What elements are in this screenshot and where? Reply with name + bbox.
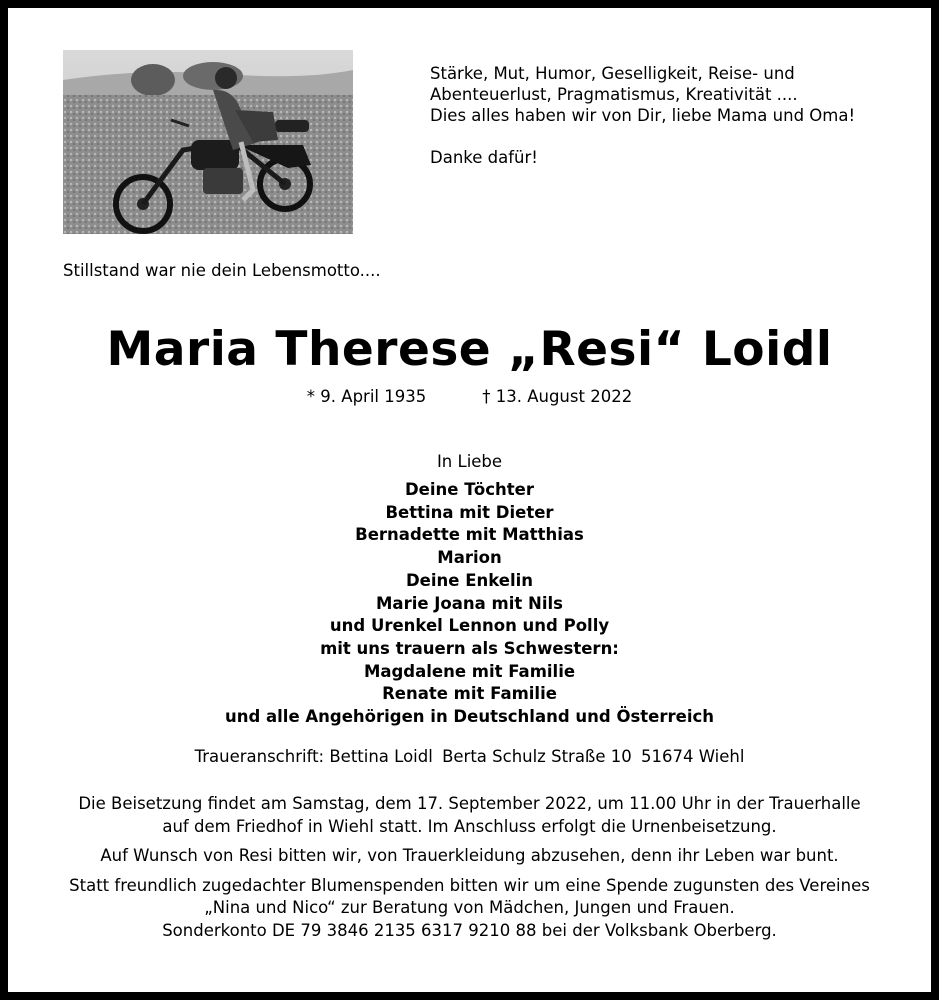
photo-woman-on-motorcycle-icon: [63, 50, 353, 234]
obituary-card: [8, 8, 931, 992]
mourner-line: Bettina mit Dieter: [385, 502, 554, 522]
deceased-name: Maria Therese „Resi“ Loidl: [106, 322, 833, 377]
life-dates: [8, 386, 931, 408]
thanks-line: Danke dafür!: [430, 148, 538, 167]
mourner-line: Marion: [437, 548, 502, 568]
birth-date: * 9. April 1935: [306, 387, 427, 406]
mourner-line: Renate mit Familie: [382, 684, 557, 704]
address-street: Berta Schulz Straße 10: [442, 747, 632, 766]
wish-paragraph: Auf Wunsch von Resi bitten wir, von Trauerkleidung abzusehen, denn ihr Leben war bunt.: [100, 846, 839, 865]
donation-line: „Nina und Nico“ zur Beratung von Mädchen, Jungen und Frauen.: [204, 898, 735, 917]
mourning-address: [8, 746, 931, 768]
address-label: Traueranschrift: Bettina Loidl: [194, 747, 433, 766]
mourner-line: Magdalene mit Familie: [363, 661, 576, 681]
quote-line: Abenteuerlust, Pragmatismus, Kreativität ....: [430, 85, 798, 104]
portrait-photo: [63, 50, 353, 234]
in-love-text: In Liebe: [436, 452, 503, 471]
quote-block: [430, 63, 870, 168]
funeral-info: [8, 793, 931, 949]
mourners-list: [8, 479, 931, 729]
donation-line: Sonderkonto DE 79 3846 2135 6317 9210 88 bei der Volksbank Oberberg.: [162, 920, 777, 940]
death-date: † 13. August 2022: [482, 387, 633, 406]
funeral-paragraph: [8, 793, 931, 838]
quote-line: Dies alles haben wir von Dir, liebe Mama und Oma!: [430, 106, 856, 125]
address-city: 51674 Wiehl: [640, 747, 745, 766]
funeral-line: Die Beisetzung findet am Samstag, dem 17. September 2022, um 11.00 Uhr in der Trauerhalle: [78, 794, 861, 813]
mourner-line: und alle Angehörigen in Deutschland und Österreich: [224, 707, 715, 727]
donation-paragraph: [8, 875, 931, 943]
mourner-line: mit uns trauern als Schwestern:: [320, 638, 619, 658]
quote-line: Stärke, Mut, Humor, Geselligkeit, Reise- und: [430, 64, 795, 83]
mourner-line: Marie Joana mit Nils: [376, 593, 563, 613]
funeral-line: auf dem Friedhof in Wiehl statt. Im Anschluss erfolgt die Urnenbeisetzung.: [162, 816, 777, 836]
mourner-line: Deine Töchter: [404, 480, 534, 499]
mourner-line: und Urenkel Lennon und Polly: [329, 616, 610, 636]
mourner-line: Deine Enkelin: [405, 570, 534, 590]
donation-line: Statt freundlich zugedachter Blumenspenden bitten wir um eine Spende zugunsten des Vereines: [69, 875, 870, 895]
motto-text: Stillstand war nie dein Lebensmotto....: [63, 261, 381, 280]
mourner-line: Bernadette mit Matthias: [355, 525, 584, 545]
